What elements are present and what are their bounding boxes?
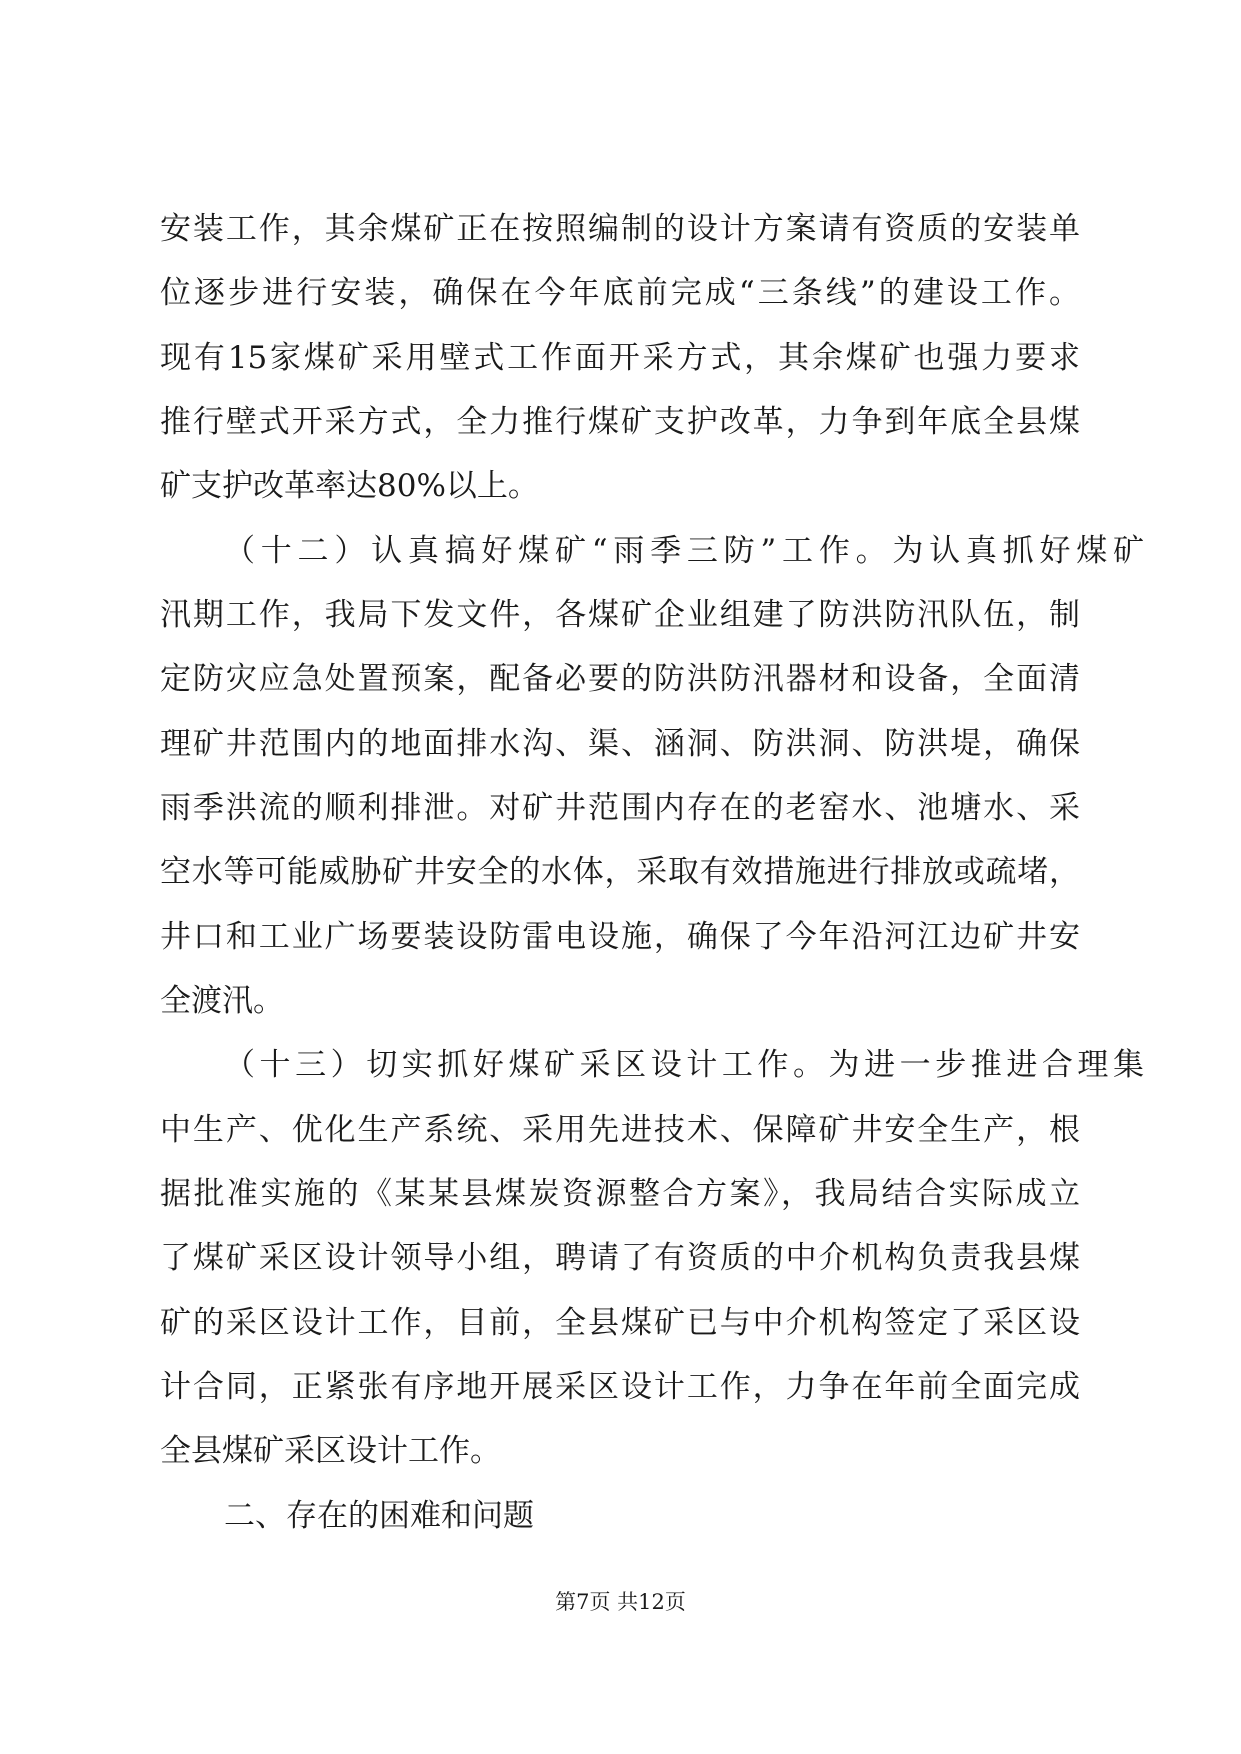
body-line-7: 汛期工作，我局下发文件，各煤矿企业组建了防洪防汛队伍，制 (160, 597, 1080, 633)
body-line-8: 定防灾应急处置预案，配备必要的防洪防汛器材和设备，全面清 (160, 661, 1080, 697)
body-line-15: 中生产、优化生产系统、采用先进技术、保障矿井安全生产，根 (160, 1112, 1080, 1148)
body-line-5: 矿支护改革率达80%以上。 (160, 468, 539, 504)
section-heading: 二、存在的困难和问题 (224, 1498, 534, 1534)
body-line-12: 井口和工业广场要装设防雷电设施，确保了今年沿河江边矿井安 (160, 919, 1080, 955)
body-line-11: 空水等可能威胁矿井安全的水体，采取有效措施进行排放或疏堵， (160, 854, 1080, 890)
body-line-18: 矿的采区设计工作，目前，全县煤矿已与中介机构签定了采区设 (160, 1305, 1080, 1341)
body-line-3: 现有15家煤矿采用壁式工作面开采方式，其余煤矿也强力要求 (160, 340, 1080, 376)
body-line-6: （十二）认真搞好煤矿“雨季三防”工作。为认真抓好煤矿 (224, 533, 1144, 569)
body-line-14: （十三）切实抓好煤矿采区设计工作。为进一步推进合理集 (224, 1047, 1144, 1083)
body-line-16: 据批准实施的《某某县煤炭资源整合方案》，我局结合实际成立 (160, 1176, 1080, 1212)
body-line-1: 安装工作，其余煤矿正在按照编制的设计方案请有资质的安装单 (160, 211, 1080, 247)
body-line-19: 计合同，正紧张有序地开展采区设计工作，力争在年前全面完成 (160, 1369, 1080, 1405)
body-line-4: 推行壁式开采方式，全力推行煤矿支护改革，力争到年底全县煤 (160, 404, 1080, 440)
page-number-footer: 第7页 共12页 (555, 1590, 686, 1614)
body-line-9: 理矿井范围内的地面排水沟、渠、涵洞、防洪洞、防洪堤，确保 (160, 726, 1080, 762)
body-line-17: 了煤矿采区设计领导小组，聘请了有资质的中介机构负责我县煤 (160, 1240, 1080, 1276)
body-line-13: 全渡汛。 (160, 983, 284, 1019)
body-line-20: 全县煤矿采区设计工作。 (160, 1433, 501, 1469)
body-line-10: 雨季洪流的顺利排泄。对矿井范围内存在的老窑水、池塘水、采 (160, 790, 1080, 826)
body-line-2: 位逐步进行安装，确保在今年底前完成“三条线”的建设工作。 (160, 275, 1080, 311)
